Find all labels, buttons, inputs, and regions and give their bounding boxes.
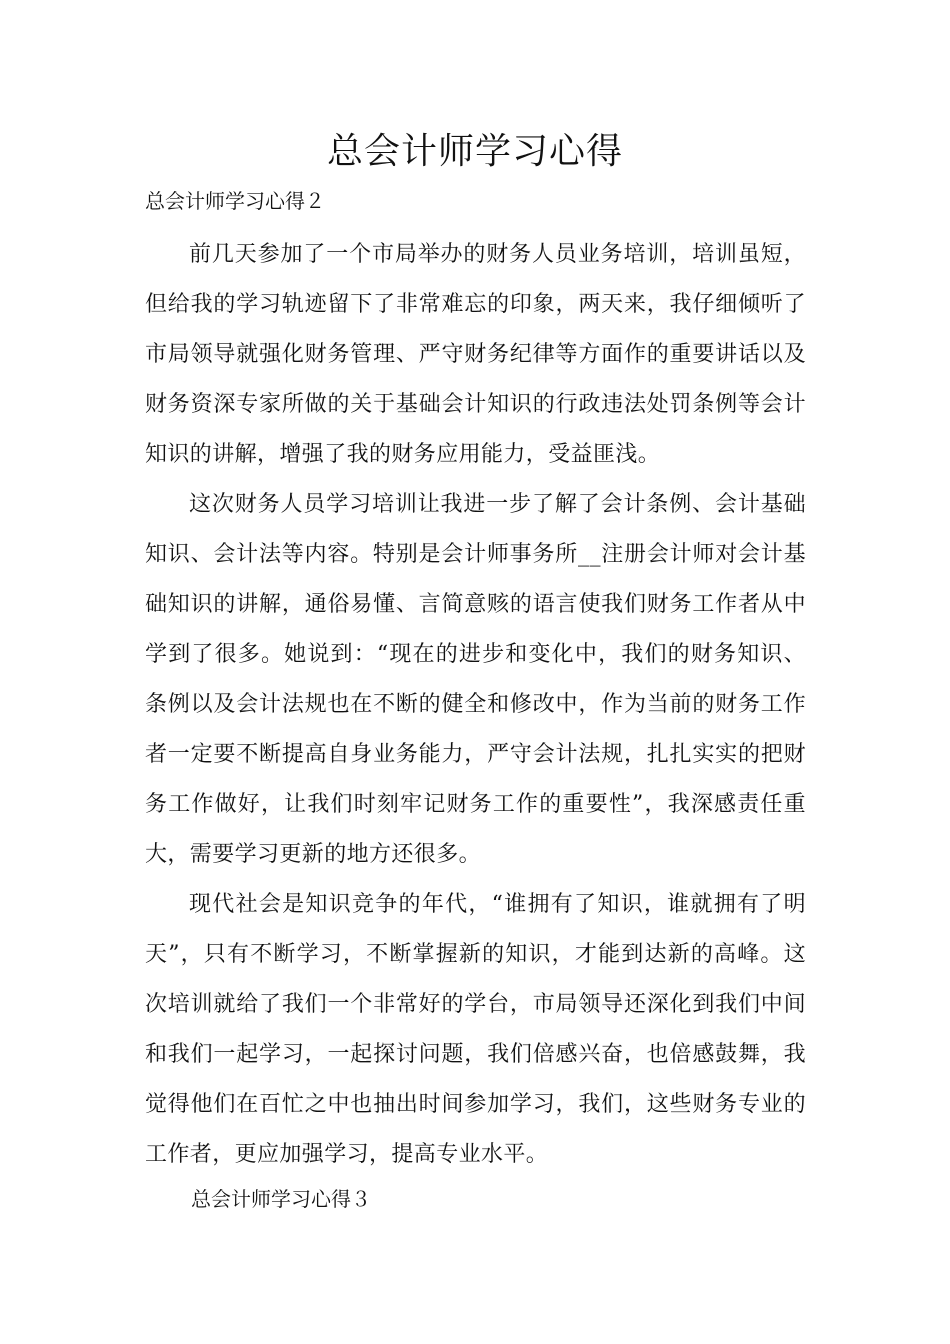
paragraph: 现代社会是知识竞争的年代，“谁拥有了知识，谁就拥有了明天”，只有不断学习，不断掌握新的知识，才能到达新的高峰。这次培训就给了我们一个非常好的学台，市局领导还深化到我们中间和我们一起学习，一起探讨问题，我们倍感兴奋，也倍感鼓舞，我觉得他们在百忙之中也抽出时间参加学习，我们，这些财务专业的工作者，更应加强学习，提高专业水平。: [145, 892, 806, 1167]
paragraph: 前几天参加了一个市局举办的财务人员业务培训，培训虽短，但给我的学习轨迹留下了非常难忘的印象，两天来，我仔细倾听了市局领导就强化财务管理、严守财务纪律等方面作的重要讲话以及财务资深专家所做的关于基础会计知识的行政违法处罚条例等会计知识的讲解，增强了我的财务应用能力，受益匪浅。: [145, 242, 806, 467]
document-body: [145, 230, 806, 1180]
paragraph: 这次财务人员学习培训让我进一步了解了会计条例、会计基础知识、会计法等内容。特别是会计师事务所__注册会计师对会计基础知识的讲解，通俗易懂、言简意赅的语言使我们财务工作者从中学到了很多。她说到：“现在的进步和变化中，我们的财务知识、条例以及会计法规也在不断的健全和修改中，作为当前的财务工作者一定要不断提高自身业务能力，严守会计法规，扎扎实实的把财务工作做好，让我们时刻牢记财务工作的重要性”，我深感责任重大，需要学习更新的地方还很多。: [145, 492, 806, 867]
document-title: 总会计师学习心得: [326, 131, 623, 172]
section-heading: 总会计师学习心得２: [145, 189, 325, 213]
next-section-heading: 总会计师学习心得３: [191, 1187, 371, 1211]
